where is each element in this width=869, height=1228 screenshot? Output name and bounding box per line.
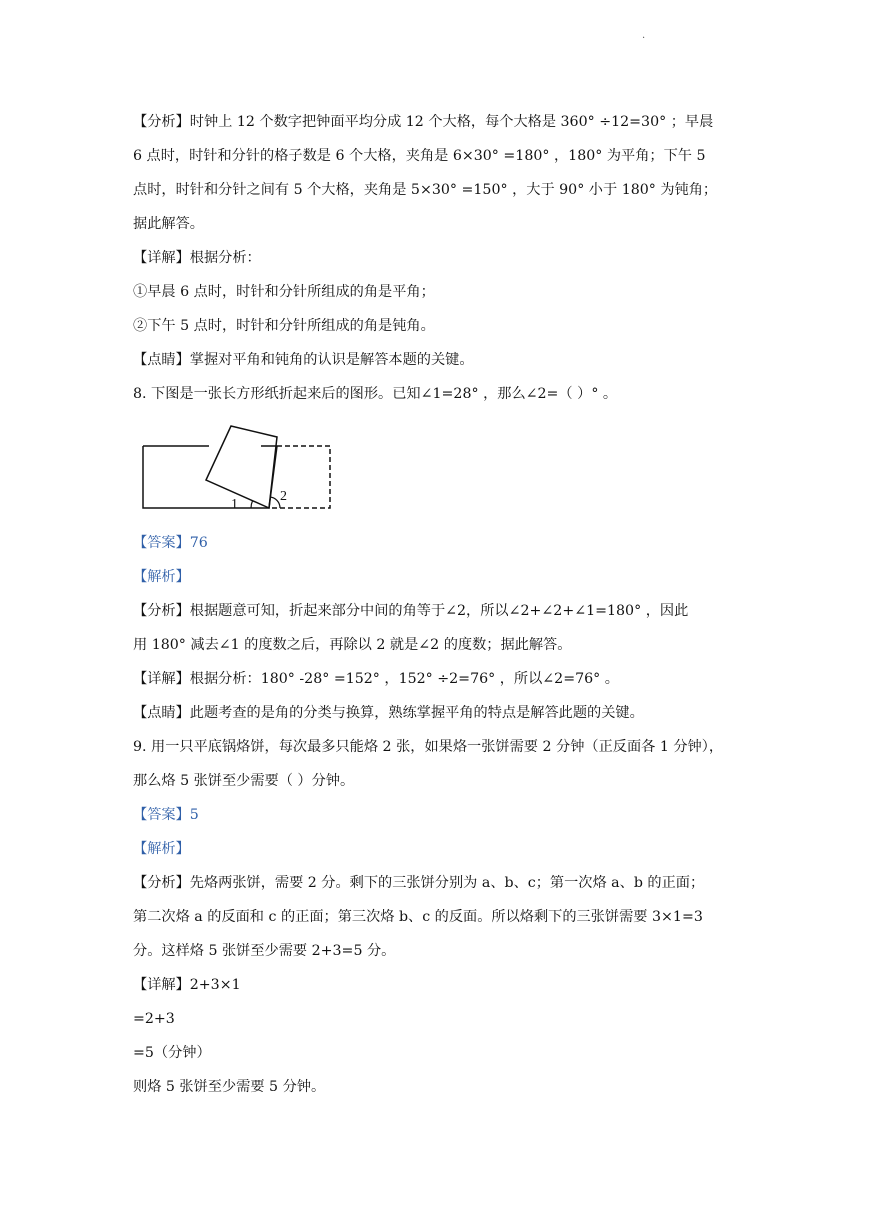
answer-9: 【答案】5	[133, 807, 199, 823]
text-line: 则烙 5 张饼至少需要 5 分钟。	[133, 1079, 326, 1095]
text-line: =5（分钟）	[133, 1045, 211, 1061]
text-line: 【分析】先烙两张饼，需要 2 分。剩下的三张饼分别为 a、b、c；第一次烙 a、b 的正面；	[133, 875, 705, 891]
text-line: ①早晨 6 点时，时针和分针所组成的角是平角；	[133, 284, 435, 300]
text-line: 分。这样烙 5 张饼至少需要 2+3=5 分。	[133, 943, 396, 959]
analysis-heading-9: 【解析】	[133, 841, 190, 857]
angle-1-label: 1	[231, 497, 238, 512]
text-line: 用 180° 减去∠1 的度数之后，再除以 2 就是∠2 的度数；据此解答。	[133, 637, 572, 653]
text-line: =2+3	[133, 1011, 175, 1027]
original-position-dashed	[269, 446, 330, 508]
angle-2-arc	[270, 497, 280, 508]
text-line: ②下午 5 点时，时针和分针所组成的角是钝角。	[133, 318, 435, 334]
folded-paper-figure	[140, 420, 340, 515]
text-line: 6 点时，时针和分针的格子数是 6 个大格，夹角是 6×30° =180° ，180° 为平角；下午 5	[133, 148, 706, 164]
text-line: 【分析】根据题意可知，折起来部分中间的角等于∠2，所以∠2+∠2+∠1=180° ，因此	[133, 603, 689, 619]
angle-1-arc	[251, 501, 253, 508]
header-mark: .	[642, 30, 646, 41]
text-line: 【详解】根据分析：180° -28° =152° ，152° ÷2=76° ，所以∠2=76° 。	[133, 671, 619, 687]
text-line: 【详解】根据分析：	[133, 250, 261, 266]
analysis-heading-8: 【解析】	[133, 569, 190, 585]
text-line: 【详解】2+3×1	[133, 977, 241, 993]
text-line: 点时，时针和分针之间有 5 个大格，夹角是 5×30° =150° ，大于 90° 小于 180° 为钝角；	[133, 182, 718, 198]
folded-flap	[206, 426, 277, 508]
text-line: 【分析】时钟上 12 个数字把钟面平均分成 12 个大格，每个大格是 360° ÷12=30° ；早晨	[133, 114, 714, 130]
question-9: 9. 用一只平底锅烙饼，每次最多只能烙 2 张，如果烙一张饼需要 2 分钟（正反面各 1 分钟），	[133, 739, 724, 755]
question-8: 8. 下图是一张长方形纸折起来后的图形。已知∠1=28° ，那么∠2=（ ）° 。	[133, 386, 618, 402]
question-9-cont: 那么烙 5 张饼至少需要（ ）分钟。	[133, 773, 355, 789]
answer-8: 【答案】76	[133, 535, 208, 551]
text-line: 第二次烙 a 的反面和 c 的正面；第三次烙 b、c 的反面。所以烙剩下的三张饼需要 3×1=3	[133, 909, 703, 925]
text-line: 【点睛】此题考查的是角的分类与换算，熟练掌握平角的特点是解答此题的关键。	[133, 705, 644, 721]
angle-2-label: 2	[280, 489, 287, 504]
text-line: 【点睛】掌握对平角和钝角的认识是解答本题的关键。	[133, 352, 474, 368]
text-line: 据此解答。	[133, 216, 204, 232]
rectangle-remaining-edge	[143, 446, 269, 508]
